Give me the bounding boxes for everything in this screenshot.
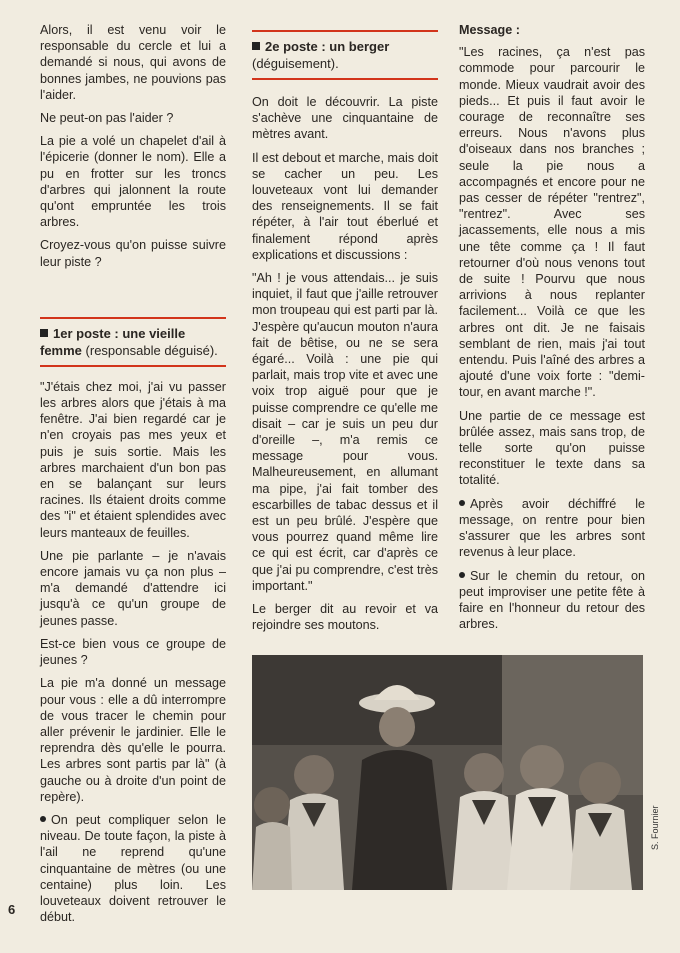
photo-shepherd-with-cubs — [252, 655, 643, 890]
section-heading-post-1 — [40, 325, 226, 359]
bullet-text: On peut compliquer selon le niveau. De toute façon, la piste à l'ail ne reprend qu'une cinquantaine de mètres (ou une centaine) plus loin. Les louveteaux doivent retrouver le début. — [40, 812, 226, 925]
square-bullet-icon — [40, 329, 48, 337]
bullet-paragraph — [459, 568, 645, 633]
paragraph: Alors, il est venu voir le responsable du cercle et lui a demandé si nous, qui avons de bonnes jambes, ne pouvions pas l'aider. — [40, 23, 226, 102]
bullet-paragraph — [459, 496, 645, 561]
photo-credit: S. Fournier — [650, 805, 660, 850]
paragraph: Le berger dit au revoir et va rejoindre ses moutons. — [252, 602, 438, 633]
bullet-icon — [459, 500, 465, 506]
bullet-text: Sur le chemin du retour, on peut improviser une petite fête à faire en l'honneur du retour des arbres. — [459, 568, 645, 632]
paragraph: Une partie de ce message est brûlée assez, mais sans trop, de telle sorte qu'on puisse reconstituer le texte dans sa totalité. — [459, 408, 645, 488]
page-number: 6 — [8, 902, 16, 917]
bullet-text: Après avoir déchiffré le message, on rentre pour bien s'assurer que les arbres sont revenus à leur place. — [459, 496, 645, 560]
paragraph: La pie m'a donné un message pour vous : elle a dû interrompre de vous tracer le chemin pour aller prévenir le jardinier. Elle le reprendra dès qu'elle le pourra. Les arbres sont partis par là" (à gauche ou à droite d'un point de repère). — [40, 676, 226, 804]
paragraph: Est-ce bien vous ce groupe de jeunes ? — [40, 636, 226, 668]
paragraph: "Ah ! je vous attendais... je suis inquiet, il faut que j'aille retrouver mon troupeau qui est parti par là. J'espère qu'aucun mouton n'aura fait de bêtise, ou ne se sera égaré... Voilà : une pie qui parlait, mais trop vite et avec une voix trop aiguë pour que je puisse comprendre ce qu'elle me disait – car je suis un peu dur d'oreille –, m'a remis ce message pour vous. Malheureusement, en allumant ma pipe, j'ai fait tomber des escarbilles de tabac dessus et il est un peu brûlé. J'espère que vous pourrez quand même lire ce qui est écrit, car d'après ce que j'ai pu comprendre, c'est très important." — [252, 271, 438, 593]
heading-bold: 2e poste : un berger — [265, 39, 390, 54]
paragraph: Une pie parlante – je n'avais encore jamais vu ça non plus – m'a demandé d'attendre ici jusqu'à ce qu'un groupe de jeunes passe. — [40, 548, 226, 628]
paragraph: On doit le découvrir. La piste s'achève une cinquantaine de mètres avant. — [252, 95, 438, 142]
heading-rest: (déguisement). — [252, 56, 339, 71]
paragraph: La pie a volé un chapelet d'ail à l'épicerie (donner le nom). Elle a pu en frotter sur les troncs d'arbres qui jalonnent la route qu'ont empruntée les trois arbres. — [40, 134, 226, 230]
column-1 — [40, 22, 226, 932]
red-rule — [40, 317, 226, 319]
paragraph: "Les racines, ça n'est pas commode pour parcourir le monde. Mieux vaudrait avoir des pieds... Et puis il faut avoir le courage de reconnaître ses erreurs. Nous n'avons plus d'oiseaux dans nos branches ; seule la pie nous a accompagnés et encore pour ne pas cesser de répéter "rentrez", "rentrez". Avec ses jacassements, elle nous a mis une tête comme ça ! Il faut retourner d'où nous venons tout de suite ! Pourvu que nous arrivions à nous replanter facilement... Voilà ce que les arbres ont dit. Je ne faisais semblant de rien, mais j'ai tout entendu. Puis l'aîné des arbres a ajouté d'une voix forte : "demi-tour, en avant marche !". — [459, 45, 645, 400]
red-rule — [252, 30, 438, 32]
paragraph: Ne peut-on pas l'aider ? — [40, 111, 174, 126]
message-heading: Message : — [459, 23, 520, 37]
section-heading-post-2 — [252, 38, 438, 72]
bullet-paragraph — [40, 812, 226, 925]
paragraph: Croyez-vous qu'on puisse suivre leur piste ? — [40, 238, 226, 269]
heading-rest: (responsable déguisé). — [85, 342, 218, 358]
paragraph: "J'étais chez moi, j'ai vu passer les arbres alors que j'étais à ma fenêtre. J'ai bien regardé car je n'en croyais pas mes yeux et puis je suis sortie. Mais les arbres marchaient d'un bon pas en se balançant sur leurs racines. Ils étaient droits comme des "i" et étaient splendides avec leurs manteaux de feuilles. — [40, 379, 226, 540]
column-3 — [459, 22, 645, 639]
bullet-icon — [40, 816, 46, 822]
square-bullet-icon — [252, 42, 260, 50]
bullet-icon — [459, 572, 465, 578]
column-2 — [252, 22, 438, 641]
paragraph: Il est debout et marche, mais doit se cacher un peu. Les louveteaux vont lui demander des renseignements. Il se fait répéter, à l'air tout éberlué et finalement répond après explications et discussions : — [252, 150, 438, 262]
heading-bold: 1er poste : une vieille femme — [40, 325, 186, 358]
